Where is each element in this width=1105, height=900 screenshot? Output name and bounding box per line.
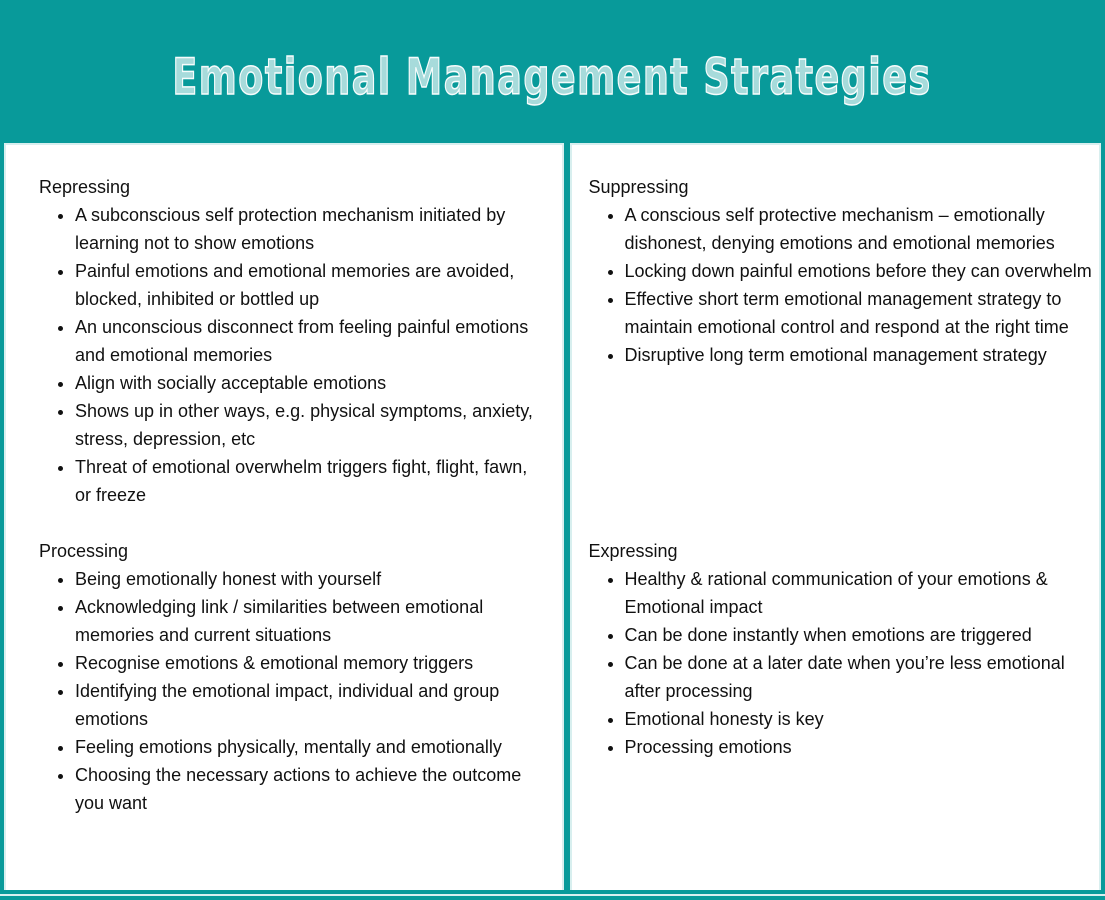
bullet-item: • Can be done at a later date when you’re less emotional after processing [625, 649, 1098, 705]
section-heading-expressing: Expressing [588, 541, 678, 561]
bullet-item: • Emotional honesty is key [625, 705, 1098, 733]
bullet-item: • Threat of emotional overwhelm triggers fight, flight, fawn, or freeze [75, 453, 548, 509]
bullet-list-expressing [589, 565, 1098, 761]
section-repressing [39, 173, 548, 537]
bullet-item: • Can be done instantly when emotions are triggered [625, 621, 1098, 649]
panel-right [570, 143, 1102, 890]
panel-left [4, 143, 564, 890]
bullet-item: • Align with socially acceptable emotions [75, 369, 548, 397]
bottom-border [0, 890, 1105, 900]
bullet-list-suppressing [589, 201, 1098, 369]
bullet-item: • A conscious self protective mechanism – emotionally dishonest, denying emotions and emotional memories [625, 201, 1098, 257]
bullet-item: • Painful emotions and emotional memories are avoided, blocked, inhibited or bottled up [75, 257, 548, 313]
bullet-item: • Healthy & rational communication of your emotions & Emotional impact [625, 565, 1098, 621]
bullet-item: • Choosing the necessary actions to achieve the outcome you want [75, 761, 548, 817]
section-heading-processing: Processing [39, 541, 129, 561]
page-title [32, 48, 1072, 106]
section-suppressing [589, 173, 1098, 537]
bullet-item: • Locking down painful emotions before they can overwhelm [625, 257, 1098, 285]
bullet-item: • Being emotionally honest with yourself [75, 565, 548, 593]
bullet-item: • Disruptive long term emotional management strategy [625, 341, 1098, 369]
section-processing [39, 537, 548, 817]
section-heading-suppressing: Suppressing [588, 177, 689, 197]
content-area [0, 143, 1105, 890]
bullet-list-repressing [39, 201, 548, 509]
bullet-item: • A subconscious self protection mechanism initiated by learning not to show emotions [75, 201, 548, 257]
bullet-item: • Recognise emotions & emotional memory triggers [75, 649, 548, 677]
page-title-text: Emotional Management Strategies [172, 47, 933, 106]
bullet-item: • Acknowledging link / similarities between emotional memories and current situations [75, 593, 548, 649]
bullet-list-processing [39, 565, 548, 817]
bullet-item: • Identifying the emotional impact, individual and group emotions [75, 677, 548, 733]
bullet-item: • Shows up in other ways, e.g. physical symptoms, anxiety, stress, depression, etc [75, 397, 548, 453]
bullet-item: • An unconscious disconnect from feeling painful emotions and emotional memories [75, 313, 548, 369]
section-expressing [589, 537, 1098, 761]
bullet-item: • Effective short term emotional management strategy to maintain emotional control and respond at the right time [625, 285, 1098, 341]
bullet-item: • Feeling emotions physically, mentally and emotionally [75, 733, 548, 761]
header-banner [0, 0, 1105, 143]
section-heading-repressing: Repressing [39, 177, 131, 197]
bullet-item: • Processing emotions [625, 733, 1098, 761]
